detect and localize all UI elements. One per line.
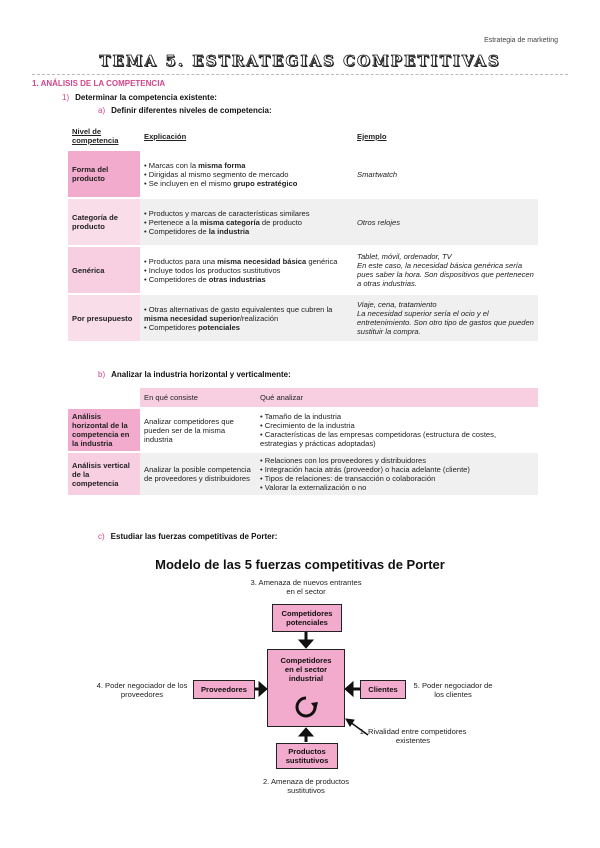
- label-client-power: 5. Poder negociador de los clientes: [413, 681, 493, 699]
- step-number: c): [98, 532, 105, 541]
- item-text: misma necesidad básica: [217, 256, 307, 266]
- item-text: Incluye todos los productos sustitutivos: [148, 265, 281, 275]
- item-text: Competidores de: [148, 274, 209, 284]
- column-header: En qué consiste: [140, 388, 256, 407]
- step-text: Analizar la industria horizontal y verticalmente:: [111, 370, 291, 379]
- analizar-item: • Tipos de relaciones: de transacción o colaboración: [260, 474, 534, 483]
- consiste-cell: Analizar la posible competencia de proveedores y distribuidores: [140, 453, 256, 495]
- item-text: /realización: [239, 313, 279, 323]
- item-text: Productos y marcas de características similares: [148, 208, 310, 218]
- analizar-item: • Características de las empresas competidoras (estructura de costes, estrategias y prácticas adoptadas): [260, 430, 534, 448]
- label-rivalry: 1. Rivalidad entre competidores existentes: [359, 727, 467, 745]
- arrowhead-rivalry: [346, 719, 354, 726]
- competition-level: Genérica: [68, 247, 140, 293]
- competition-level: Forma del producto: [68, 151, 140, 197]
- item-text: Otras alternativas de gasto equivalentes que cubren la: [148, 304, 333, 314]
- label-new-entrants: 3. Amenaza de nuevos entrantes en el sector: [250, 578, 362, 596]
- column-header: Ejemplo: [357, 131, 387, 141]
- item-text: misma categoría: [199, 217, 260, 227]
- step-number: a): [98, 106, 106, 115]
- item-text: misma forma: [198, 160, 246, 170]
- label-supplier-power: 4. Poder negociador de los proveedores: [96, 681, 188, 699]
- analizar-item: • Tamaño de la industria: [260, 412, 534, 421]
- analizar-item: • Integración hacia atrás (proveedor) o hacia adelante (cliente): [260, 465, 534, 474]
- example-text: Viaje, cena, tratamiento: [357, 300, 437, 309]
- item-text: Pertenece a la: [148, 217, 200, 227]
- item-text: genérica: [306, 256, 338, 266]
- item-text: de producto: [259, 217, 303, 227]
- column-header: Nivel de competencia: [72, 127, 119, 145]
- item-text: grupo estratégico: [233, 178, 298, 188]
- box-suppliers: Proveedores: [193, 680, 255, 699]
- box-substitute-products: Productos sustitutivos: [276, 743, 338, 769]
- competition-level: Categoría de producto: [68, 199, 140, 245]
- step-number: b): [98, 370, 106, 379]
- item-text: Productos para una: [148, 256, 218, 266]
- box-clients: Clientes: [360, 680, 406, 699]
- item-text: Se incluyen en el mismo: [148, 178, 234, 188]
- item-text: otras industrias: [208, 274, 266, 284]
- example-text: La necesidad superior sería el ocio y el entretenimiento. Son otro tipo de gastos que pueden sustituir la compra.: [357, 309, 534, 336]
- arrowhead-bottom: [299, 728, 313, 736]
- item-text: Competidores: [148, 322, 199, 332]
- example-text: Otros relojes: [357, 217, 401, 227]
- analysis-type: Análisis vertical de la competencia: [68, 453, 140, 495]
- arrowhead-top: [299, 640, 313, 648]
- example-text: Tablet, móvil, ordenador, TV: [357, 252, 452, 261]
- label-substitute-threat: 2. Amenaza de productos sustitutivos: [262, 777, 350, 795]
- step-text: Determinar la competencia existente:: [75, 93, 217, 102]
- analizar-item: • Relaciones con los proveedores y distribuidores: [260, 456, 534, 465]
- running-header: Estrategia de marketing: [484, 37, 558, 44]
- page-title: TEMA 5. ESTRATEGIAS COMPETITIVAS: [99, 52, 501, 70]
- item-text: Marcas con la: [148, 160, 199, 170]
- item-text: misma necesidad superior: [144, 313, 240, 323]
- step-text: Definir diferentes niveles de competencia:: [111, 106, 272, 115]
- porter-diagram-title: Modelo de las 5 fuerzas competitivas de Porter: [155, 557, 445, 572]
- arrowhead-right: [345, 682, 353, 696]
- competition-level: Por presupuesto: [68, 295, 140, 341]
- item-text: Dirigidas al mismo segmento de mercado: [148, 169, 289, 179]
- item-text: potenciales: [198, 322, 240, 332]
- center-label: Competidores en el sector industrial: [280, 656, 332, 683]
- item-text: la industria: [208, 226, 250, 236]
- analizar-item: • Crecimiento de la industria: [260, 421, 534, 430]
- step-text: Estudiar las fuerzas competitivas de Porter:: [110, 532, 278, 541]
- step-number: 1): [62, 93, 70, 102]
- section-heading: 1. ANÁLISIS DE LA COMPETENCIA: [32, 79, 166, 88]
- item-text: Competidores de: [148, 226, 209, 236]
- column-header: Explicación: [144, 131, 187, 141]
- box-potential-competitors: Competidores potenciales: [272, 604, 342, 632]
- example-text: En este caso, la necesidad básica genérica sería pues saber la hora. Son dispositivos que pertenecen a otras industrias.: [357, 261, 534, 288]
- analizar-item: • Valorar la externalización o no: [260, 483, 534, 492]
- column-header: Qué analizar: [256, 388, 538, 407]
- example-text: Smartwatch: [357, 169, 398, 179]
- arrowhead-left: [259, 682, 267, 696]
- cycle-icon: [293, 694, 319, 720]
- consiste-cell: Analizar competidores que pueden ser de la misma industria: [144, 416, 234, 444]
- analysis-type: Análisis horizontal de la competencia en la industria: [68, 409, 140, 451]
